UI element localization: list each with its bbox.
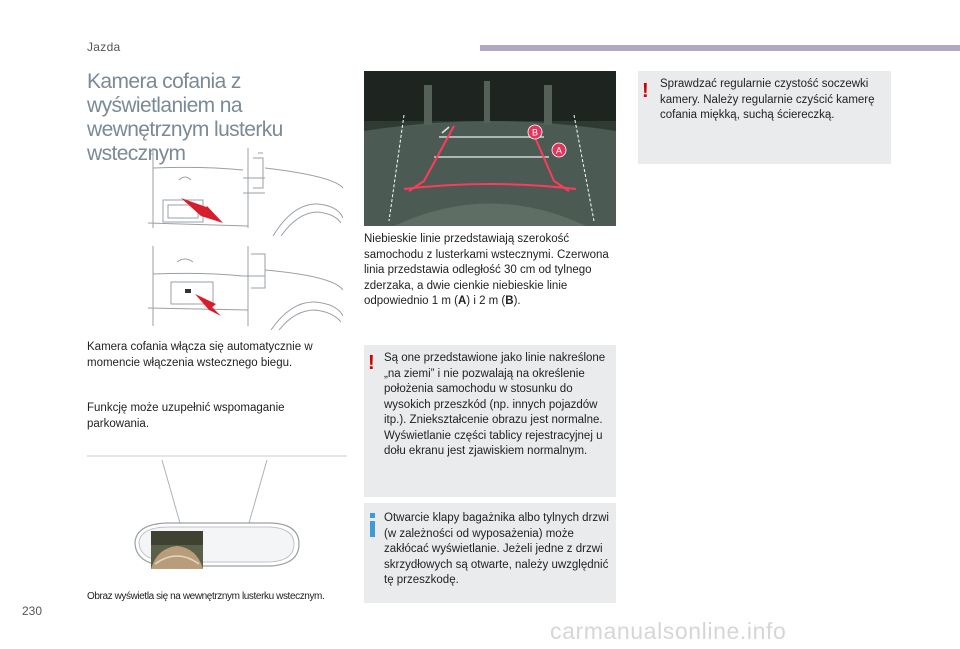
guide-lines-text: Niebieskie linie przedstawiają szerokość samochodu z lusterkami wstecznymi. Czerwona linia przedstawia odległość 30 cm od tylnego zderzaka, a dwie cienkie niebieskie linie odpowiednio 1 m (: [364, 233, 609, 307]
info-doors-text: Otwarcie klapy bagażnika albo tylnych drzwi (w zależności od wyposażenia) może zakłócać wyświetlanie. Jeżeli jedne z drzwi skrzydłowych są otwarte, należy uwzględnić tę przeszkodę.: [384, 512, 609, 586]
warning-box-lines: [364, 345, 616, 497]
guide-lines-mid: ) i 2 m (: [466, 295, 506, 307]
label-a: A: [555, 145, 563, 156]
guide-lines-description: [364, 232, 616, 310]
distance-a-ref: A: [457, 295, 467, 307]
vehicle-rear-illustration-1: [143, 148, 343, 236]
mirror-caption: Obraz wyświetla się na wewnętrznym lusterku wstecznym.: [87, 591, 325, 602]
label-b: B: [531, 127, 539, 138]
section-label: Jazda: [87, 40, 121, 54]
page-title: Kamera cofania z wyświetlaniem na wewnętrznym lusterku wstecznym: [87, 70, 283, 165]
reverse-camera-view: [364, 71, 616, 226]
warning-lines-text: Są one przedstawione jako linie nakreślone „na ziemi” i nie pozwalają na określenie położenia samochodu w stosunku do wysokich przeszkód (np. innych pojazdów itp.). Zniekształcenie obrazu jest normalne. Wyświetlanie części tablicy rejestracyjnej u dołu ekranu jest zjawiskiem normalnym.: [384, 352, 606, 457]
warning-icon: !: [368, 352, 375, 374]
page-number: 230: [22, 604, 43, 618]
camera-auto-paragraph: Kamera cofania włącza się automatycznie w momencie włączenia wstecznego biegu.: [87, 341, 313, 369]
guide-lines-end: ).: [513, 295, 521, 307]
watermark: carmanualsonline.info: [550, 618, 787, 644]
parking-assist-paragraph: Funkcję może uzupełnić wspomaganie parkowania.: [87, 402, 285, 430]
warning-box-cleaning: [638, 71, 891, 164]
warning-icon: !: [642, 80, 649, 102]
distance-b-ref: B: [505, 295, 514, 307]
warning-cleaning-text: Sprawdzać regularnie czystość soczewki kamery. Należy regularnie czyścić kamerę cofania miękką, suchą ściereczką.: [660, 78, 875, 121]
info-box-doors: [364, 503, 616, 603]
vehicle-rear-illustration-2: [143, 246, 343, 330]
header-rule: [480, 45, 960, 51]
rear-view-mirror-illustration: [87, 452, 347, 588]
